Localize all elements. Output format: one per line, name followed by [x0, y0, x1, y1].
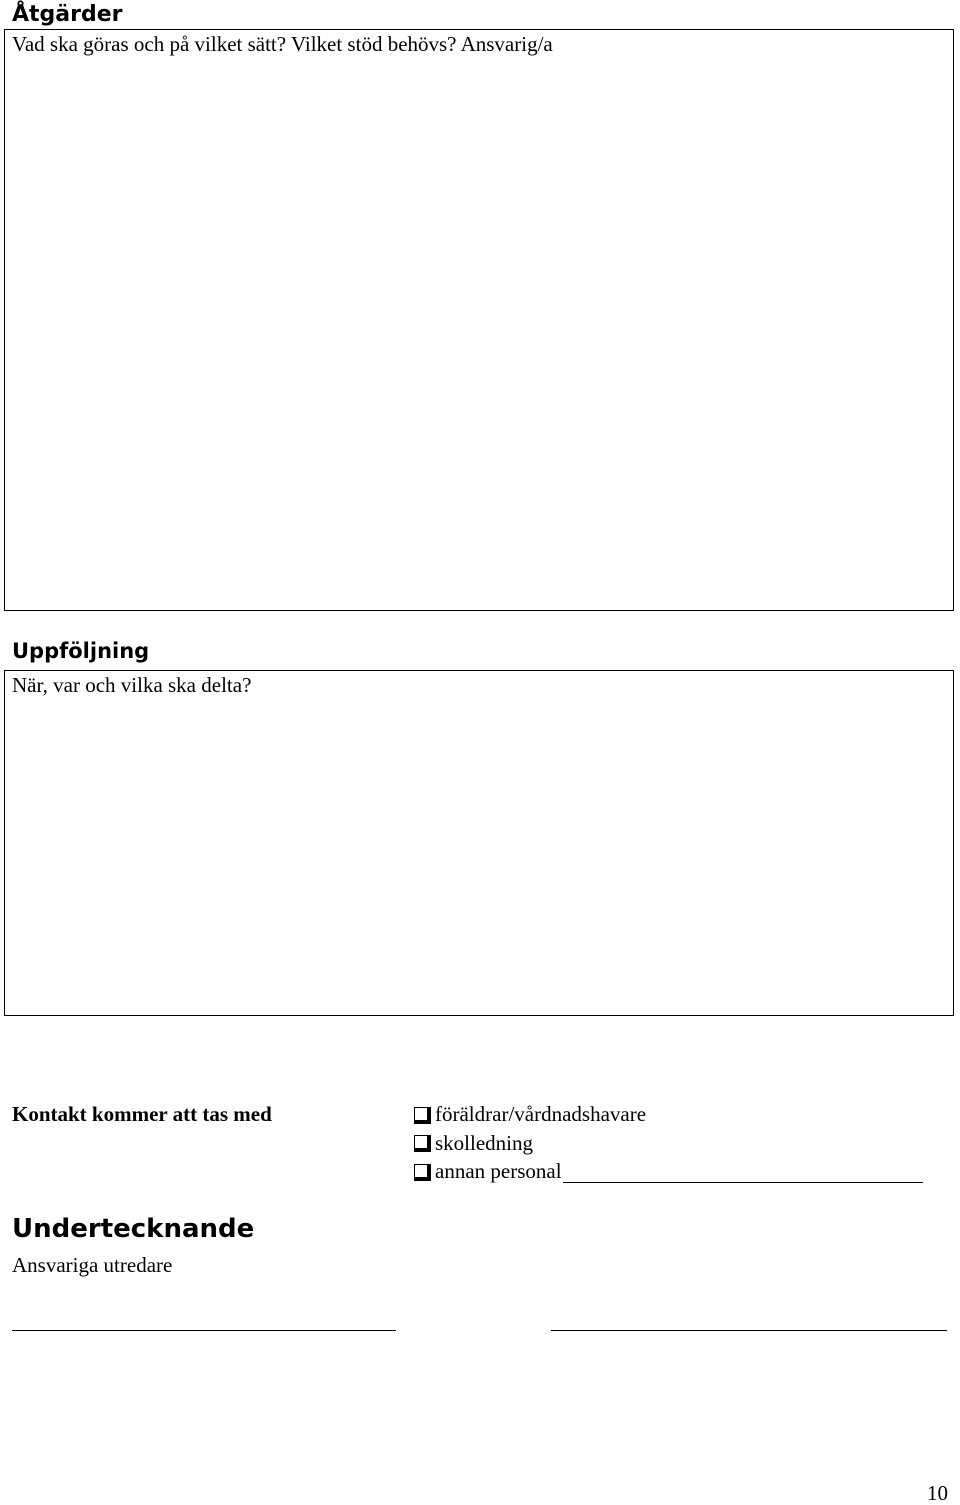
signature-subtitle: Ansvariga utredare — [12, 1253, 173, 1277]
section-title-signature: Undertecknande — [12, 1214, 255, 1244]
contact-option-label: skolledning — [435, 1130, 533, 1155]
checkbox-icon[interactable] — [414, 1164, 431, 1181]
section-title-uppfoljning: Uppföljning — [12, 639, 150, 663]
contact-option-other-staff[interactable] — [414, 1157, 923, 1186]
contact-option-school-management[interactable] — [414, 1129, 923, 1158]
contact-option-parents[interactable] — [414, 1100, 923, 1129]
atgarder-prompt: Vad ska göras och på vilket sätt? Vilket stöd behövs? Ansvarig/a — [12, 32, 553, 56]
contact-option-label: annan personal — [435, 1159, 562, 1183]
other-staff-input-line[interactable] — [563, 1160, 923, 1183]
uppfoljning-text-box[interactable] — [4, 670, 954, 1016]
signature-line-1[interactable] — [12, 1330, 396, 1331]
atgarder-text-box[interactable] — [4, 29, 954, 611]
uppfoljning-prompt: När, var och vilka ska delta? — [12, 673, 252, 697]
contact-label: Kontakt kommer att tas med — [12, 1102, 272, 1126]
page-number: 10 — [927, 1481, 948, 1505]
contact-options — [414, 1100, 923, 1186]
contact-option-label: föräldrar/vårdnadshavare — [435, 1102, 647, 1126]
checkbox-icon[interactable] — [414, 1107, 431, 1124]
section-title-atgarder: Åtgärder — [12, 2, 123, 27]
signature-line-2[interactable] — [551, 1330, 947, 1331]
checkbox-icon[interactable] — [414, 1135, 431, 1152]
